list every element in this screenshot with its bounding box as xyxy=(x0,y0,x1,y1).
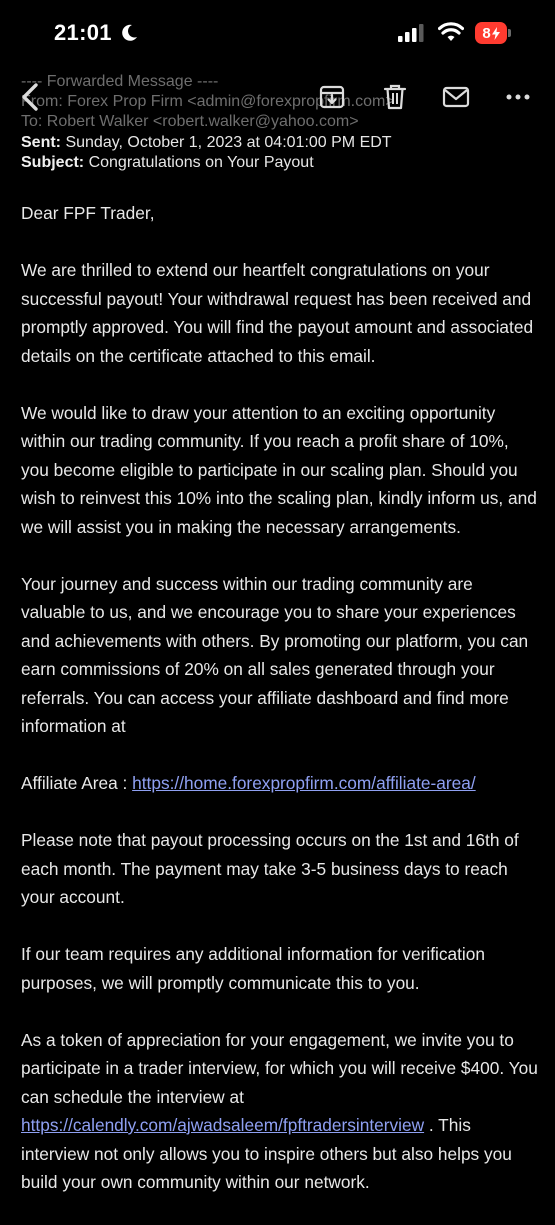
battery-level xyxy=(475,22,507,44)
email-paragraph-5: If our team requires any additional information for verification purposes, we will promptly communicate this to you. xyxy=(21,944,485,993)
email-paragraph-1: We are thrilled to extend our heartfelt congratulations on your successful payout! Your withdrawal request has been received and promptly approved. You will find the payout amount and associated details on the certificate attached to this email. xyxy=(21,260,534,366)
interview-text-end: . This interview not only allows you to inspire others but also helps you build your own community within our network. xyxy=(21,1115,512,1192)
chevron-left-icon xyxy=(20,82,40,112)
wifi-icon xyxy=(438,22,464,42)
affiliate-link[interactable]: https://home.forexpropfirm.com/affiliate-area/ xyxy=(132,773,476,793)
moon-icon xyxy=(118,22,140,44)
back-button[interactable] xyxy=(8,75,52,119)
affiliate-line xyxy=(21,769,541,798)
email-body xyxy=(21,199,541,1225)
forwarded-line: ---- Forwarded Message ---- xyxy=(21,73,219,90)
email-meta xyxy=(21,133,392,173)
charging-bolt-icon xyxy=(492,27,500,40)
trash-icon xyxy=(383,84,407,110)
interview-text: As a token of appreciation for your engagement, we invite you to participate in a trader interview, for which you will receive $400. You can schedule the interview at xyxy=(21,1029,538,1107)
subject-label: Subject: xyxy=(21,154,85,171)
delete-button[interactable] xyxy=(373,75,417,119)
status-time: 21:01 xyxy=(54,20,112,45)
more-button[interactable] xyxy=(496,75,540,119)
email-paragraph-2: We would like to draw your attention to an exciting opportunity within our trading community. If you reach a profit share of 10%, you become eligible to participate in our scaling plan. Should you wish to reinvest this 10% into the scaling plan, kindly inform us, and we will assist you in making the necessary arrangements. xyxy=(21,402,537,537)
to-line: To: Robert Walker <robert.walker@yahoo.com> xyxy=(21,113,359,130)
status-bar xyxy=(0,0,555,62)
sent-label: Sent: xyxy=(21,134,61,151)
archive-button[interactable] xyxy=(310,75,354,119)
battery-percent: 8 xyxy=(482,24,491,42)
sent-line xyxy=(21,133,392,153)
mark-unread-button[interactable] xyxy=(434,75,478,119)
email-paragraph-3: Your journey and success within our trading community are valuable to us, and we encourage you to share your experiences and achievements with others. By promoting our platform, you can earn commissions of 20% on all sales generated through your referrals. You can access your affiliate dashboard and find more information at xyxy=(21,573,529,736)
battery-indicator xyxy=(475,22,511,44)
cellular-signal-icon xyxy=(398,24,424,42)
from-line: From: Forex Prop Firm <admin@forexpropfirm.com> xyxy=(21,93,395,110)
affiliate-label: Affiliate Area : xyxy=(21,773,133,793)
archive-icon xyxy=(319,84,345,110)
email-paragraph-4: Please note that payout processing occurs on the 1st and 16th of each month. The payment may take 3-5 business days to reach your account. xyxy=(21,830,519,907)
calendly-link[interactable]: https://calendly.com/ajwadsaleem/fpftradersinterview xyxy=(21,1115,425,1135)
envelope-icon xyxy=(442,86,470,108)
email-paragraph-6 xyxy=(21,1026,541,1197)
subject-value: Congratulations on Your Payout xyxy=(88,154,314,171)
email-greeting: Dear FPF Trader, xyxy=(21,203,155,223)
subject-line xyxy=(21,153,392,173)
sent-value: Sunday, October 1, 2023 at 04:01:00 PM EDT xyxy=(65,134,392,151)
more-icon xyxy=(506,94,530,100)
